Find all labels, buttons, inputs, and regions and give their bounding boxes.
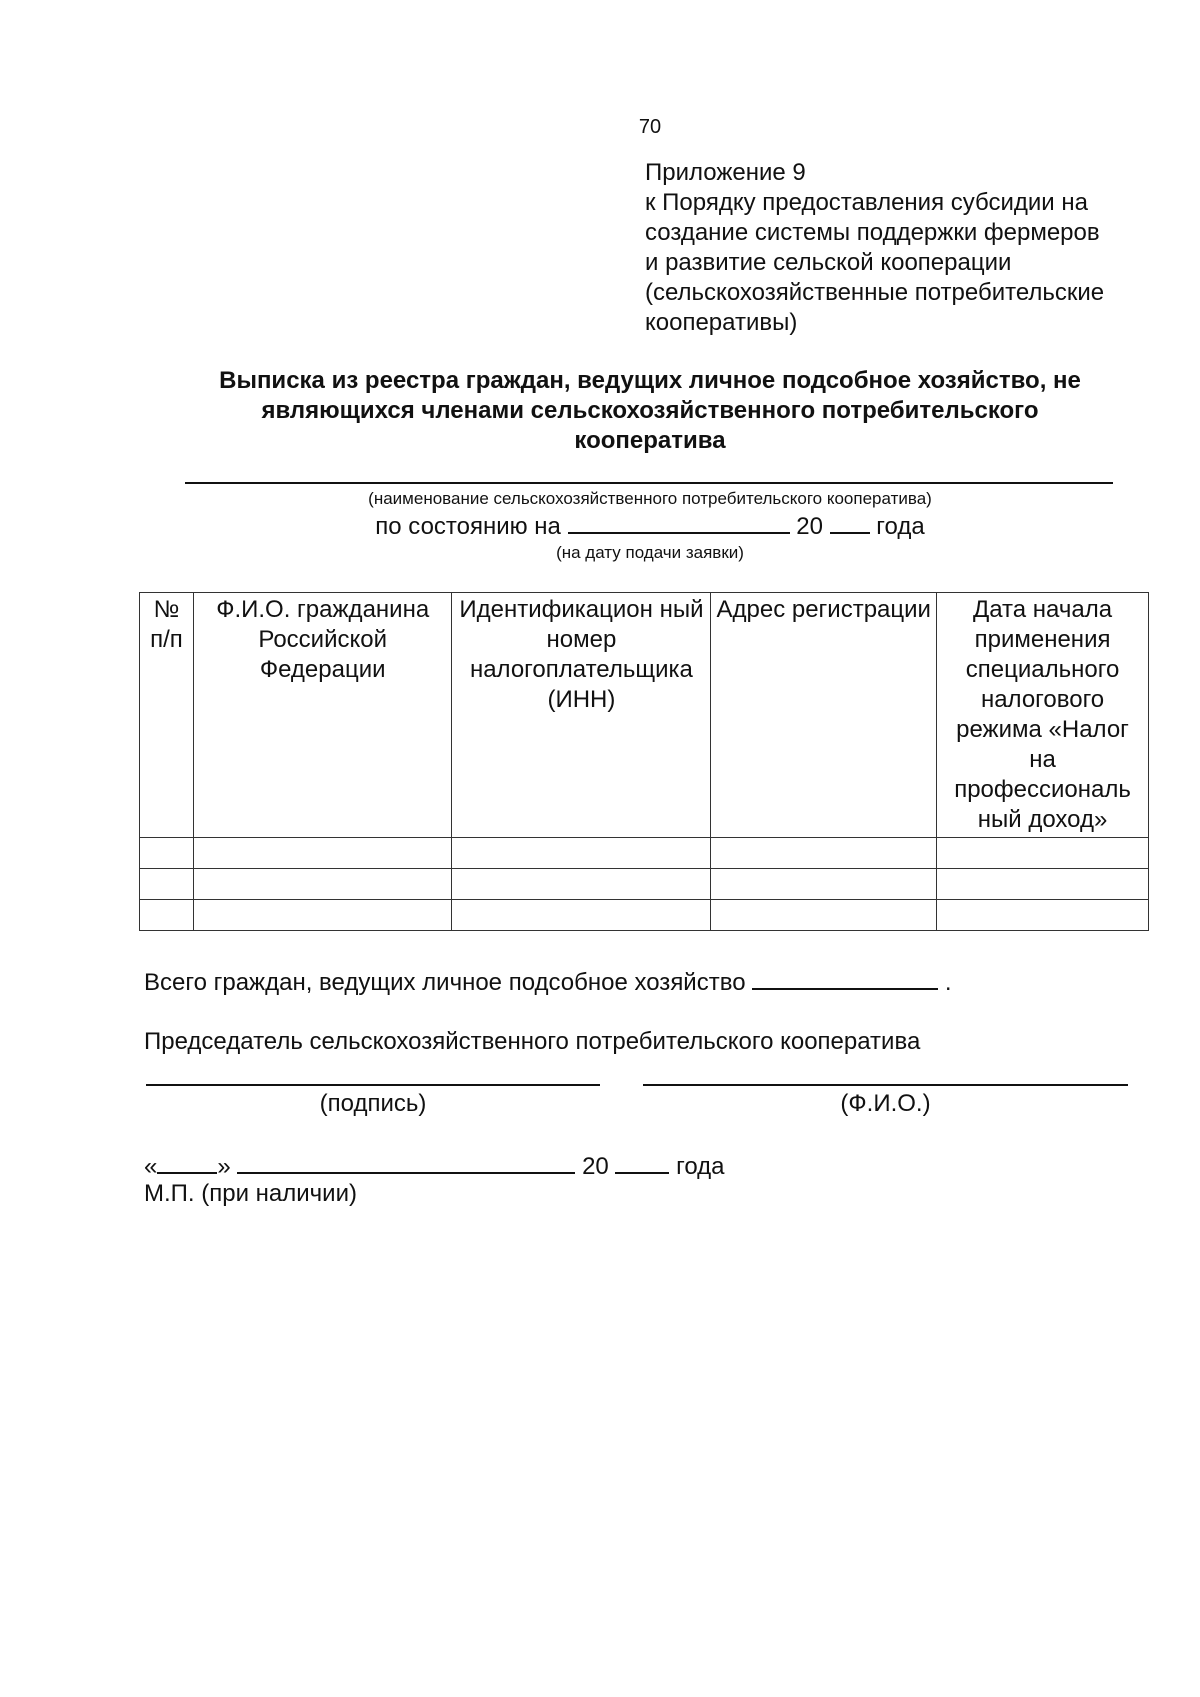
table-cell[interactable]	[140, 869, 194, 900]
table-header-row	[140, 593, 1149, 838]
appendix-line: создание системы поддержки фермеров	[645, 219, 1100, 246]
table-cell[interactable]	[193, 900, 452, 931]
table-cell[interactable]	[452, 900, 711, 931]
as-of-year-field[interactable]	[830, 510, 870, 534]
title-line: Выписка из реестра граждан, ведущих личное подсобное хозяйство, не	[219, 367, 1081, 394]
table-row	[140, 869, 1149, 900]
date-hint: (на дату подачи заявки)	[556, 543, 744, 562]
signing-date-line	[144, 1150, 725, 1181]
appendix-line: и развитие сельской кооперации	[645, 249, 1012, 276]
table-cell[interactable]	[452, 869, 711, 900]
as-of-prefix: по состоянию на	[375, 513, 561, 540]
year-field[interactable]	[615, 1150, 669, 1174]
appendix-block	[645, 158, 1165, 338]
appendix-line: кооперативы)	[645, 309, 798, 336]
appendix-line: к Порядку предоставления субсидии на	[645, 189, 1088, 216]
open-quote: «	[144, 1153, 158, 1180]
chairman-label: Председатель сельскохозяйственного потребительского кооператива	[144, 1028, 921, 1055]
table-cell[interactable]	[452, 838, 711, 869]
table-cell[interactable]	[140, 838, 194, 869]
total-field[interactable]	[752, 966, 938, 990]
page-number: 70	[638, 116, 662, 138]
table-cell[interactable]	[711, 838, 937, 869]
document-title	[130, 366, 1170, 456]
appendix-line: (сельскохозяйственные потребительские	[645, 279, 1105, 306]
header-npd-date: Дата начала применения специального налогового режима «Налог на профессиональ ный доход»	[937, 593, 1149, 838]
header-inn: Идентификацион ный номер налогоплательщика (ИНН)	[452, 593, 711, 838]
fio-field[interactable]	[643, 1084, 1128, 1086]
register-table	[139, 592, 1149, 931]
total-end: .	[944, 969, 952, 996]
year-prefix: 20	[582, 1153, 609, 1180]
as-of-year-prefix: 20	[796, 513, 823, 540]
header-address: Адрес регистрации	[711, 593, 937, 838]
as-of-line	[0, 510, 1200, 541]
as-of-suffix: года	[876, 513, 925, 540]
fio-hint: (Ф.И.О.)	[840, 1090, 931, 1117]
table-cell[interactable]	[937, 838, 1149, 869]
close-quote: »	[217, 1153, 231, 1180]
date-suffix: года	[676, 1153, 725, 1180]
signature-field[interactable]	[146, 1084, 600, 1086]
table-row	[140, 838, 1149, 869]
table-cell[interactable]	[937, 869, 1149, 900]
month-field[interactable]	[237, 1150, 575, 1174]
appendix-line: Приложение 9	[645, 159, 806, 186]
header-fio: Ф.И.О. гражданина Российской Федерации	[193, 593, 452, 838]
table-row	[140, 900, 1149, 931]
table-cell[interactable]	[937, 900, 1149, 931]
table-cell[interactable]	[193, 869, 452, 900]
table-cell[interactable]	[711, 869, 937, 900]
as-of-date-field[interactable]	[568, 510, 790, 534]
title-line: кооператива	[574, 427, 726, 454]
coop-name-hint: (наименование сельскохозяйственного потребительского кооператива)	[368, 489, 932, 508]
total-line	[144, 966, 952, 997]
day-field[interactable]	[157, 1150, 217, 1174]
table-cell[interactable]	[711, 900, 937, 931]
table-cell[interactable]	[140, 900, 194, 931]
title-line: являющихся членами сельскохозяйственного потребительского	[261, 397, 1039, 424]
total-label: Всего граждан, ведущих личное подсобное хозяйство	[144, 969, 746, 996]
table-cell[interactable]	[193, 838, 452, 869]
stamp-note: М.П. (при наличии)	[144, 1180, 357, 1207]
header-number: № п/п	[140, 593, 194, 838]
coop-name-field[interactable]	[185, 482, 1113, 484]
signature-hint: (подпись)	[319, 1090, 427, 1117]
